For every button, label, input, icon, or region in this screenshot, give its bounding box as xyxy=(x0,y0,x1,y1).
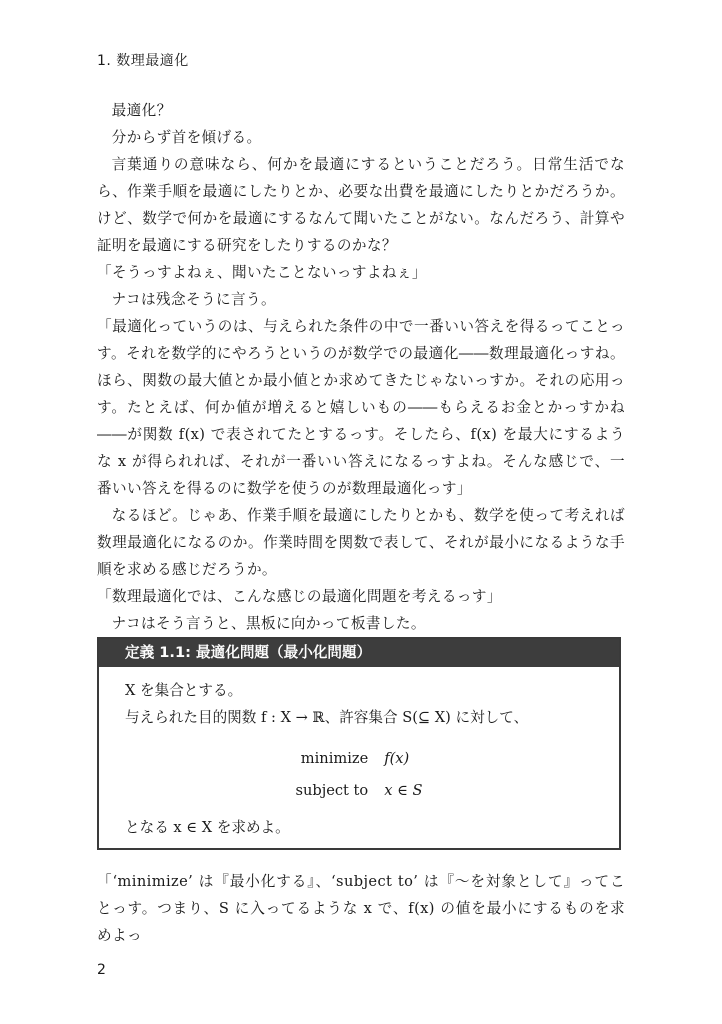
definition-title: 定義 1.1: 最適化問題（最小化問題） xyxy=(99,639,619,667)
paragraph: ナコは残念そうに言う。 xyxy=(111,291,276,308)
definition-box xyxy=(97,637,621,850)
body-text xyxy=(97,97,625,637)
definition-line: 与えられた目的関数 f : X → ℝ、許容集合 S(⊆ X) に対して、 xyxy=(125,709,529,726)
paragraph: 言葉通りの意味なら、何かを最適にするということだろう。日常生活でなら、作業手順を最適にしたりとか、必要な出費を最適にしたりとかだろうか。けど、数学で何かを最適にするなんて聞いたことがない。なんだろう、計算や証明を最適にする研究をしたりするのかな？ xyxy=(97,156,625,254)
paragraph-quote: 「そうっすよねぇ、聞いたことないっすよねぇ」 xyxy=(97,264,427,281)
definition-line: X を集合とする。 xyxy=(125,682,243,699)
definition-body xyxy=(99,667,619,841)
continuation-text xyxy=(97,868,625,949)
definition-line: となる x ∈ X を求めよ。 xyxy=(125,819,290,836)
paragraph-quote: 「数理最適化では、こんな感じの最適化問題を考えるっす」 xyxy=(97,588,502,605)
constraint-expression: x ∈ S xyxy=(384,782,423,799)
minimize-label: minimize xyxy=(300,750,369,767)
page-number: 2 xyxy=(97,962,106,978)
paragraph: ナコはそう言うと、黒板に向かって板書した。 xyxy=(111,615,426,632)
paragraph: なるほど。じゃあ、作業手順を最適にしたりとかも、数学を使って考えれば数理最適化になるのか。作業時間を関数で表して、それが最小になるような手順を求める感じだろうか。 xyxy=(97,507,625,578)
paragraph: 分からず首を傾げる。 xyxy=(111,129,262,146)
running-head: 1. 数理最適化 xyxy=(97,53,189,69)
objective-expression: f(x) xyxy=(384,750,410,767)
paragraph-quote: 「最適化っていうのは、与えられた条件の中で一番いい答えを得るってことっす。それを数学的にやろうというのが数学での最適化――数理最適化っすね。ほら、関数の最大値とか最小値とか求めてきたじゃないっすか。それの応用っす。たとえば、何か値が増えると嬉しいもの――もらえるお金とかっすかね――が関数 f(x) で表されてたとするっす。そしたら、f(x) を最大にするような x が得られれば、それが一番いい答えになるっすよね。そんな感じで、一番いい答えを得るのに数学を使うのが数理最適化っす」 xyxy=(97,318,625,497)
paragraph-quote: 「‘minimize’ は『最小化する』、‘subject to’ は『〜を対象として』ってことっす。つまり、S に入ってるような x で、f(x) の値を最小にするものを求めよっ xyxy=(97,873,625,944)
subject-to-label: subject to xyxy=(295,782,369,799)
optimization-display xyxy=(125,745,593,804)
paragraph: 最適化？ xyxy=(111,102,172,119)
